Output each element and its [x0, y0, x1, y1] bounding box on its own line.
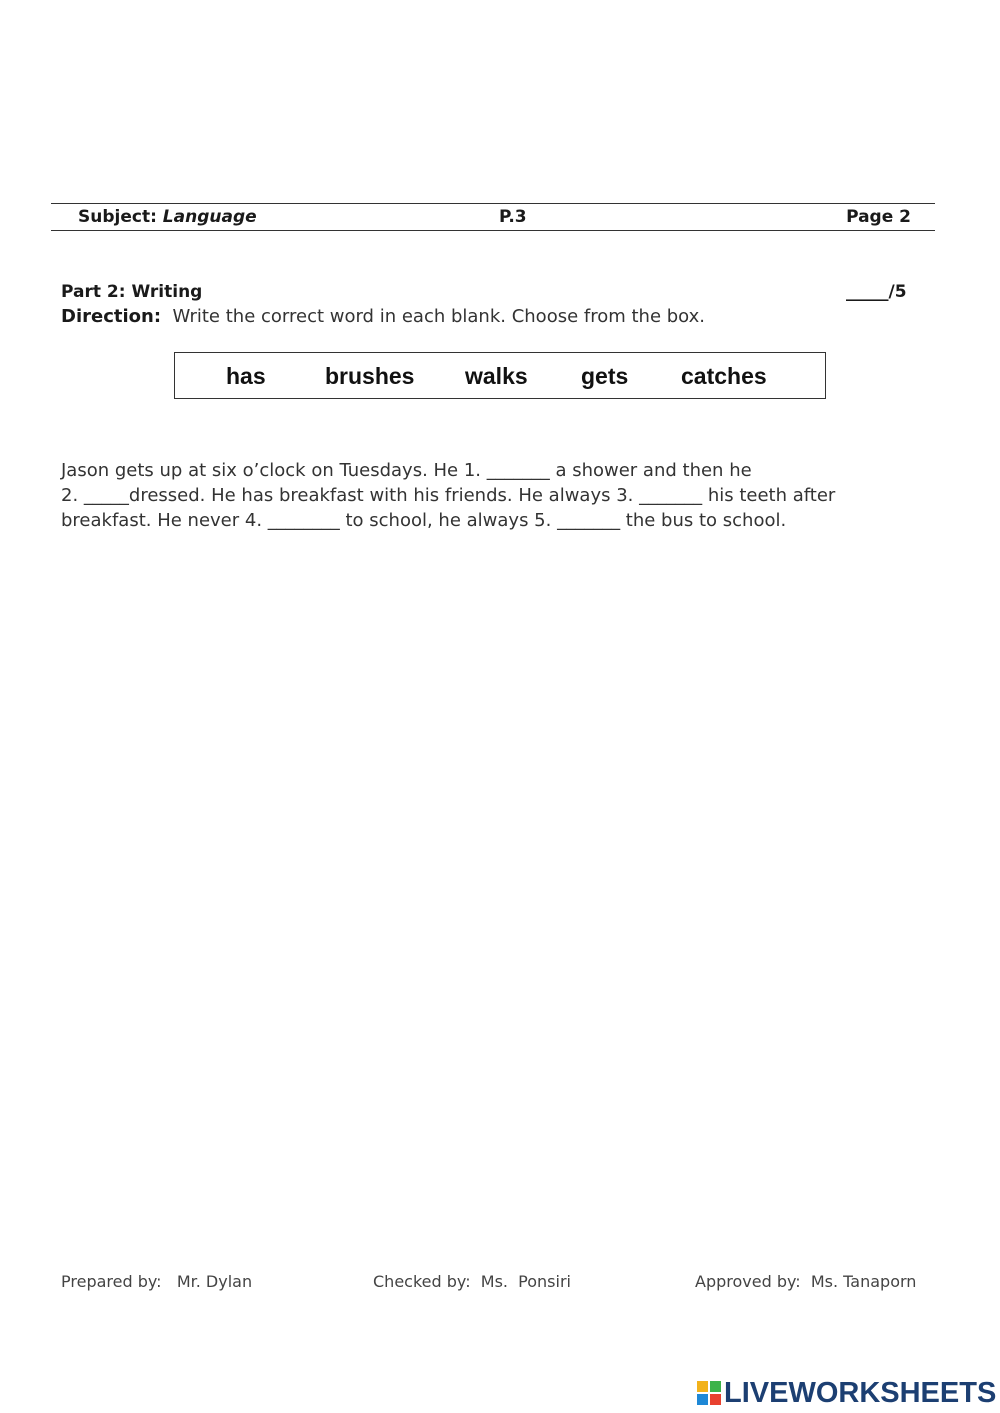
score-blank: _____/5 [846, 282, 907, 302]
brand-name: LIVEWORKSHEETS [724, 1376, 997, 1409]
direction-text: Write the correct word in each blank. Choose from the box. [172, 306, 706, 327]
direction-label: Direction: [61, 306, 162, 327]
page-header [51, 203, 935, 231]
word-option: walks [465, 363, 528, 389]
word-option: gets [581, 363, 629, 389]
liveworksheets-logo [697, 1377, 996, 1409]
subject-value: Language [162, 207, 257, 227]
passage-line: breakfast. He never 4. ________ to school, he always 5. _______ the bus to school. [61, 510, 787, 531]
direction [61, 306, 705, 327]
subject-label: Subject: Language [78, 207, 257, 227]
passage-line: Jason gets up at six o’clock on Tuesdays. He 1. _______ a shower and then he [61, 460, 752, 481]
passage [61, 458, 835, 533]
checked-by: Checked by: Ms. Ponsiri [373, 1272, 571, 1291]
page-number: Page 2 [846, 207, 911, 227]
logo-square [710, 1381, 721, 1392]
logo-square [697, 1381, 708, 1392]
prepared-by: Prepared by: Mr. Dylan [61, 1272, 253, 1291]
grade-level: P.3 [499, 207, 527, 227]
word-box [174, 352, 826, 399]
logo-square [710, 1394, 721, 1405]
approved-by: Approved by: Ms. Tanaporn [695, 1272, 917, 1291]
logo-icon [697, 1381, 721, 1405]
word-option: has [226, 363, 266, 389]
word-option: catches [681, 363, 767, 389]
passage-line: 2. _____dressed. He has breakfast with his friends. He always 3. _______ his teeth after [61, 485, 836, 506]
part-title: Part 2: Writing [61, 282, 203, 302]
word-option: brushes [325, 363, 415, 389]
logo-square [697, 1394, 708, 1405]
